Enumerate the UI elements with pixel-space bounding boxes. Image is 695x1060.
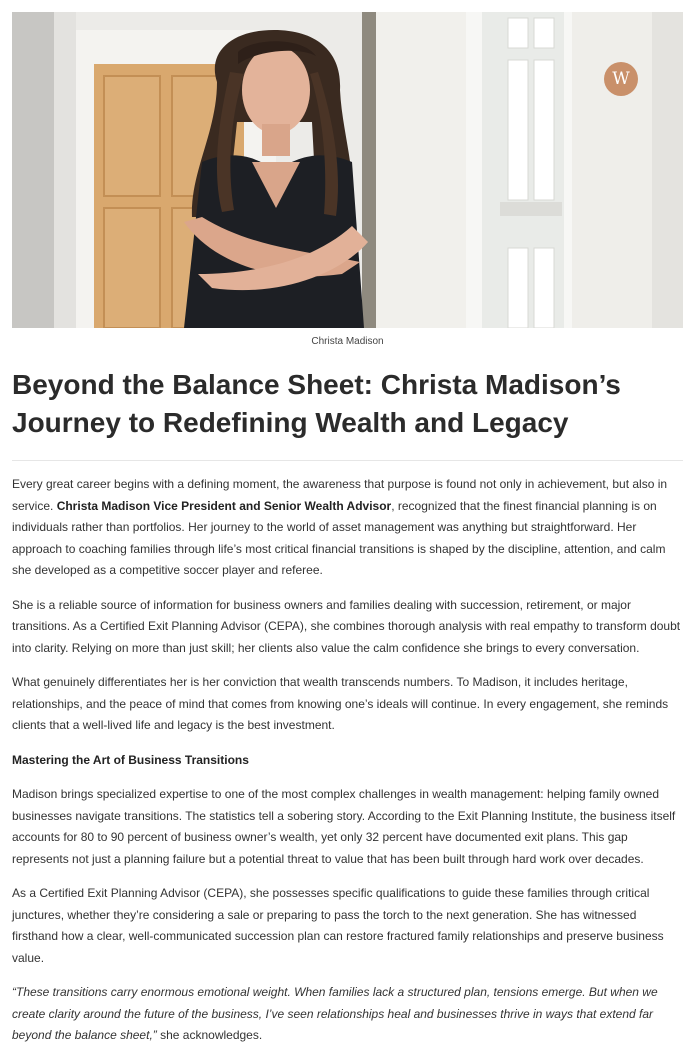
section-subheading: Mastering the Art of Business Transitions: [12, 752, 249, 767]
pull-quote: [12, 982, 683, 1047]
brand-logo-badge: [604, 62, 638, 96]
advisor-name-title: Christa Madison Vice President and Senior Wealth Advisor: [56, 498, 392, 513]
paragraph-cepa-qualifications: As a Certified Exit Planning Advisor (CEPA), she possesses specific qualifications to guide these families through critical junctures, whether they’re considering a sale or preparing to pass the torch to the next generation. She has witnessed firsthand how a clear, well-communicated succession plan can restore fractured family relationships and preserve business value.: [12, 886, 664, 965]
paragraph-intro-lead: Every great career begins with a defining moment, the awareness that purpose is found not only in achievement, but also in service.: [12, 477, 668, 513]
paragraph-intro: [12, 474, 683, 582]
article-title: Beyond the Balance Sheet: Christa Madison’s Journey to Redefining Wealth and Legacy: [12, 369, 621, 438]
paragraph-intro-rest: , recognized that the finest financial planning is on individuals rather than portfolios. Her journey to the world of asset management was anything but straightforward. Her approach to coaching families through life’s most critical financial transitions is shaped by the discipline, attention, and calm she developed as a competitive soccer player and referee.: [12, 498, 666, 577]
hero-photo: [12, 12, 683, 328]
paragraph-advisor-role: She is a reliable source of information for business owners and families dealing with succession, retirement, or major transitions. As a Certified Exit Planning Advisor (CEPA), she combines thorough analysis with real empathy to transform doubt into clarity. Relying on more than just skill; her clients also value the calm confidence she brings to every conversation.: [12, 597, 681, 655]
title-divider: [12, 460, 683, 461]
paragraph-business-transitions: Madison brings specialized expertise to one of the most complex challenges in wealth management: helping family owned businesses navigate transitions. The statistics tell a sobering story. According to the Exit Planning Institute, the business itself accounts for 80 to 90 percent of business owner’s wealth, yet only 32 percent have documented exit plans. This gap represents not just a planning failure but a potential threat to value that has been built through hard work over decades.: [12, 787, 676, 866]
paragraph-wealth-conviction: What genuinely differentiates her is her conviction that wealth transcends numbers. To Madison, it includes heritage, relationships, and the peace of mind that comes from knowing one’s ideals will continue. In every engagement, she reminds clients that a well-lived life and legacy is the best investment.: [12, 675, 669, 732]
pull-quote-attribution: she acknowledges.: [156, 1028, 263, 1042]
pull-quote-text: “These transitions carry enormous emotional weight. When families lack a structured plan, tensions emerge. But when we create clarity around the future of the business, I’ve seen relationships heal and businesses thrive in ways that extend far beyond the balance sheet,”: [12, 985, 658, 1042]
photo-caption: Christa Madison: [311, 336, 384, 347]
portrait-illustration: [12, 12, 683, 328]
article-body: [12, 474, 683, 1060]
brand-logo-letter: W: [612, 69, 630, 89]
